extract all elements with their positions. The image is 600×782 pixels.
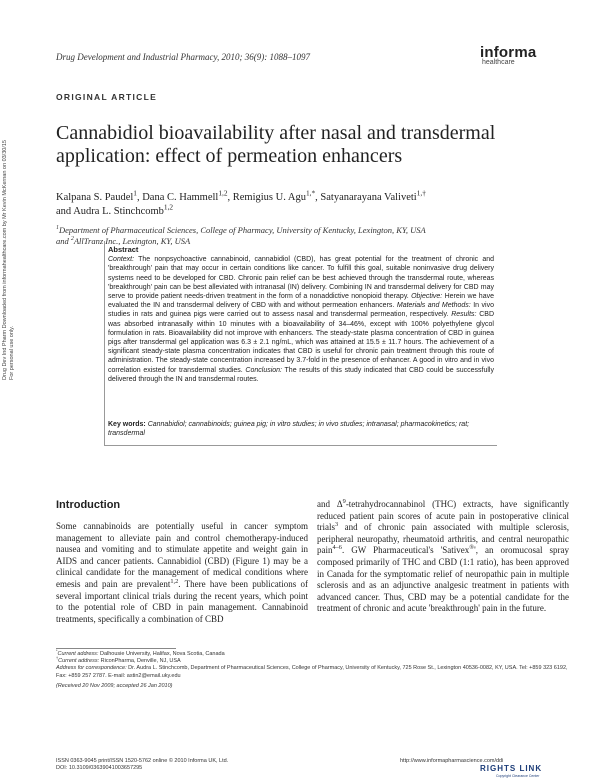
superscript: 9 <box>342 498 346 505</box>
intro-right-text: and of chronic pain associated with multiple sclerosis, peripheral neuropathy, rheumatoid arthritis, and central neuropathic pain <box>317 522 569 556</box>
publisher-logo-subtext: healthcare <box>482 59 515 66</box>
sidebar-personal-use-line: For personal use only. <box>9 325 15 380</box>
correspondence-text: Dr. Audra L. Stinchcomb, Department of Pharmaceutical Sciences, College of Pharmacy, University of Kentucky, 725 Rose St., Lexington 40536-0082, KY, USA. Tel: +859 323 6192, Fax: +859 257 2787. E-mail: astin2@email.uky.edu <box>56 665 568 679</box>
abstract-context: The nonpsychoactive cannabinoid, cannabidiol (CBD), has great potential for the treatment of chronic and 'breakthrough' pain that may occur in certain conditions like cancer. To fulfill this goal, suitable noninvasive drug delivery systems need to be developed for CBD. Chronic pain relief can be best achieved through the transdermal route, whereas 'breakthrough' pain can be best alleviated with intranasal (IN) delivery. Combining IN and transdermal delivery for CBD may serve to provide patient needs-driven treatment in the form of a nonaddictive nonopioid therapy. <box>108 256 494 301</box>
affiliation-2: AllTranz Inc., Lexington, KY, USA <box>73 236 191 246</box>
author-affiliation-mark: 1 <box>133 188 137 198</box>
intro-right-text: ', an oromucosal spray composed primarily of THC and CBD (1:1 ratio), has been approved in Canada for the symptomatic relief of neuropathic pain in multiple sclerosis and as an adjunctive analgesic treatment in patients with advanced cancer. Thus, CBD may be a potential candidate for the treatment of chronic and acute 'breakthrough' pain in the future. <box>317 545 569 614</box>
abstract-conclusion-label: Conclusion: <box>245 366 282 374</box>
correspondence-address <box>56 665 576 679</box>
journal-citation: Drug Development and Industrial Pharmacy, 2010; 36(9): 1088–1097 <box>56 52 310 62</box>
intro-left-text: Some cannabinoids are potentially useful in cancer symptom management to alleviate pain and control chemotherapy-induced nausea and vomiting and to stimulate appetite and weight gain in AIDS and cancer patients. Cannabidiol (CBD) (Figure 1) may be a clinical candidate for the management of medical conditions where emesis and pain are prevalent <box>56 521 308 589</box>
footer-publication-info <box>56 758 228 772</box>
footnote-current-address-2 <box>56 658 576 665</box>
abstract <box>108 245 494 384</box>
affiliation-2-lead: and <box>56 236 69 246</box>
footer-issn: ISSN 0363-9045 print/ISSN 1520-5762 online © 2010 Informa UK, Ltd. <box>56 758 229 764</box>
footnote-divider <box>56 648 176 649</box>
citation-mark: 3 <box>335 521 339 529</box>
author-name: Satyanarayana Valiveti <box>320 192 417 203</box>
author-name: Dana C. Hammell <box>142 192 219 203</box>
author-separator: , <box>136 192 143 203</box>
abstract-objective-label: Objective: <box>411 293 443 301</box>
correspondence-label: Address for correspondence: <box>56 665 127 672</box>
publisher-logo-text: informa <box>480 44 537 61</box>
citation-mark: 1,2 <box>170 577 179 585</box>
footnote-text: Dalhousie University, Halifax, Nova Scotia, Canada <box>100 651 225 657</box>
citation-mark: 4–6 <box>332 544 342 552</box>
introduction-heading: Introduction <box>56 499 121 511</box>
author-name: Kalpana S. Paudel <box>56 192 134 203</box>
footnote-mark: * <box>56 649 58 654</box>
intro-right-text: . GW Pharmaceutical's 'Sativex <box>341 545 470 556</box>
article-title: Cannabidiol bioavailability after nasal and transdermal application: effect of permeation enhancers <box>56 122 496 167</box>
rightslink-logo[interactable]: RIGHTS LINK <box>480 764 543 773</box>
intro-left-text-continued: . There have been publications of several important clinical trials during the recent years, which point to the potential role of CBD in pain management. Cannabinoid treatments, specifically a combination of CBD <box>56 578 309 624</box>
affiliation-number: 2 <box>70 236 74 243</box>
author-list <box>56 188 586 219</box>
abstract-results: CBD was absorbed intranasally within 10 minutes with a bioavailability of 34–46%, except with 100% polyethylene glycol formulation in rats. Bioavailability did not improve with enhancers. The steady-state plasma concentration of CBD in guinea pigs after transdermal gel application was 6.3 ± 2.1 ng/mL, which was attained at 15.5 ± 11.7 hours. The achievement of a significant steady-state plasma concentration indicates that CBD is useful for chronic pain treatment through this route of administration. The steady-state concentration increased by 3.7-fold in the presence of enhancer. A good in vitro and in vivo correlation existed for transdermal studies. <box>108 311 494 374</box>
download-sidebar <box>0 140 15 381</box>
intro-right-text: and Δ <box>317 499 343 509</box>
author-affiliation-mark: 1,† <box>416 188 426 198</box>
author-affiliation-mark: 1,2 <box>163 202 174 212</box>
footnotes <box>56 651 576 690</box>
received-dates-text: (Received 20 Nov 2009; accepted 26 Jan 2010) <box>56 682 173 689</box>
footnote-label: Current address: <box>58 658 100 665</box>
registered-mark: ® <box>469 544 475 552</box>
keywords-label: Key words: <box>108 421 146 428</box>
author-separator: , <box>227 192 233 203</box>
abstract-context-label: Context: <box>108 256 135 264</box>
abstract-conclusion: The results of this study indicated that CBD could be successfully delivered through the IN and transdermal routes. <box>108 366 494 383</box>
section-label: ORIGINAL ARTICLE <box>56 92 158 102</box>
sidebar-download-line: Drug Dev Ind Pharm Downloaded from informahealthcare.com by Mr Kevin McKernan on 03/30/15 <box>2 140 8 380</box>
footnote-text: RiconPharma, Denville, NJ, USA <box>100 658 181 665</box>
abstract-methods-label: Materials and Methods: <box>396 302 471 310</box>
author-name: and Audra L. Stinchcomb <box>56 206 164 217</box>
received-dates <box>56 683 576 690</box>
footer-doi[interactable]: DOI: 10.3109/03639041003657295 <box>56 765 143 771</box>
keywords-list: Cannabidiol; cannabinoids; guinea pig; in vitro studies; in vivo studies; intranasal; pharmacokinetics; rat; transdermal <box>108 421 470 438</box>
keywords <box>108 420 494 438</box>
author-affiliation-mark: 1,* <box>305 188 316 198</box>
intro-right-text: -tetrahydrocannabinol (THC) extracts, have significantly reduced patient pain scores of acute pain in postoperative clinical trials <box>317 499 569 533</box>
author-separator: , <box>315 192 321 203</box>
footnote-label: Current address: <box>57 651 99 657</box>
author-name: Remigius U. Agu <box>232 192 306 203</box>
abstract-heading: Abstract <box>108 245 139 254</box>
author-affiliation-mark: 1,2 <box>218 188 228 198</box>
intro-column-left <box>56 521 308 625</box>
footnote-mark: † <box>56 656 59 661</box>
rightslink-tagline: Copyright Clearance Center <box>496 774 540 778</box>
affiliation-1: Department of Pharmaceutical Sciences, College of Pharmacy, University of Kentucky, Lexington, KY, USA <box>58 225 426 235</box>
abstract-objective: Herein we have evaluated the IN and transdermal delivery of CBD with and without permeation enhancers. <box>108 293 494 310</box>
publisher-logo <box>480 44 570 66</box>
affiliation-number: 1 <box>56 225 59 232</box>
intro-column-right <box>317 499 569 615</box>
abstract-results-label: Results: <box>451 311 477 319</box>
journal-url-link[interactable]: http://www.informapharmascience.com/ddi <box>400 758 504 764</box>
abstract-methods: In vivo studies in rats and guinea pigs were carried out to assess nasal and transdermal permeation, respectively. <box>108 302 494 319</box>
